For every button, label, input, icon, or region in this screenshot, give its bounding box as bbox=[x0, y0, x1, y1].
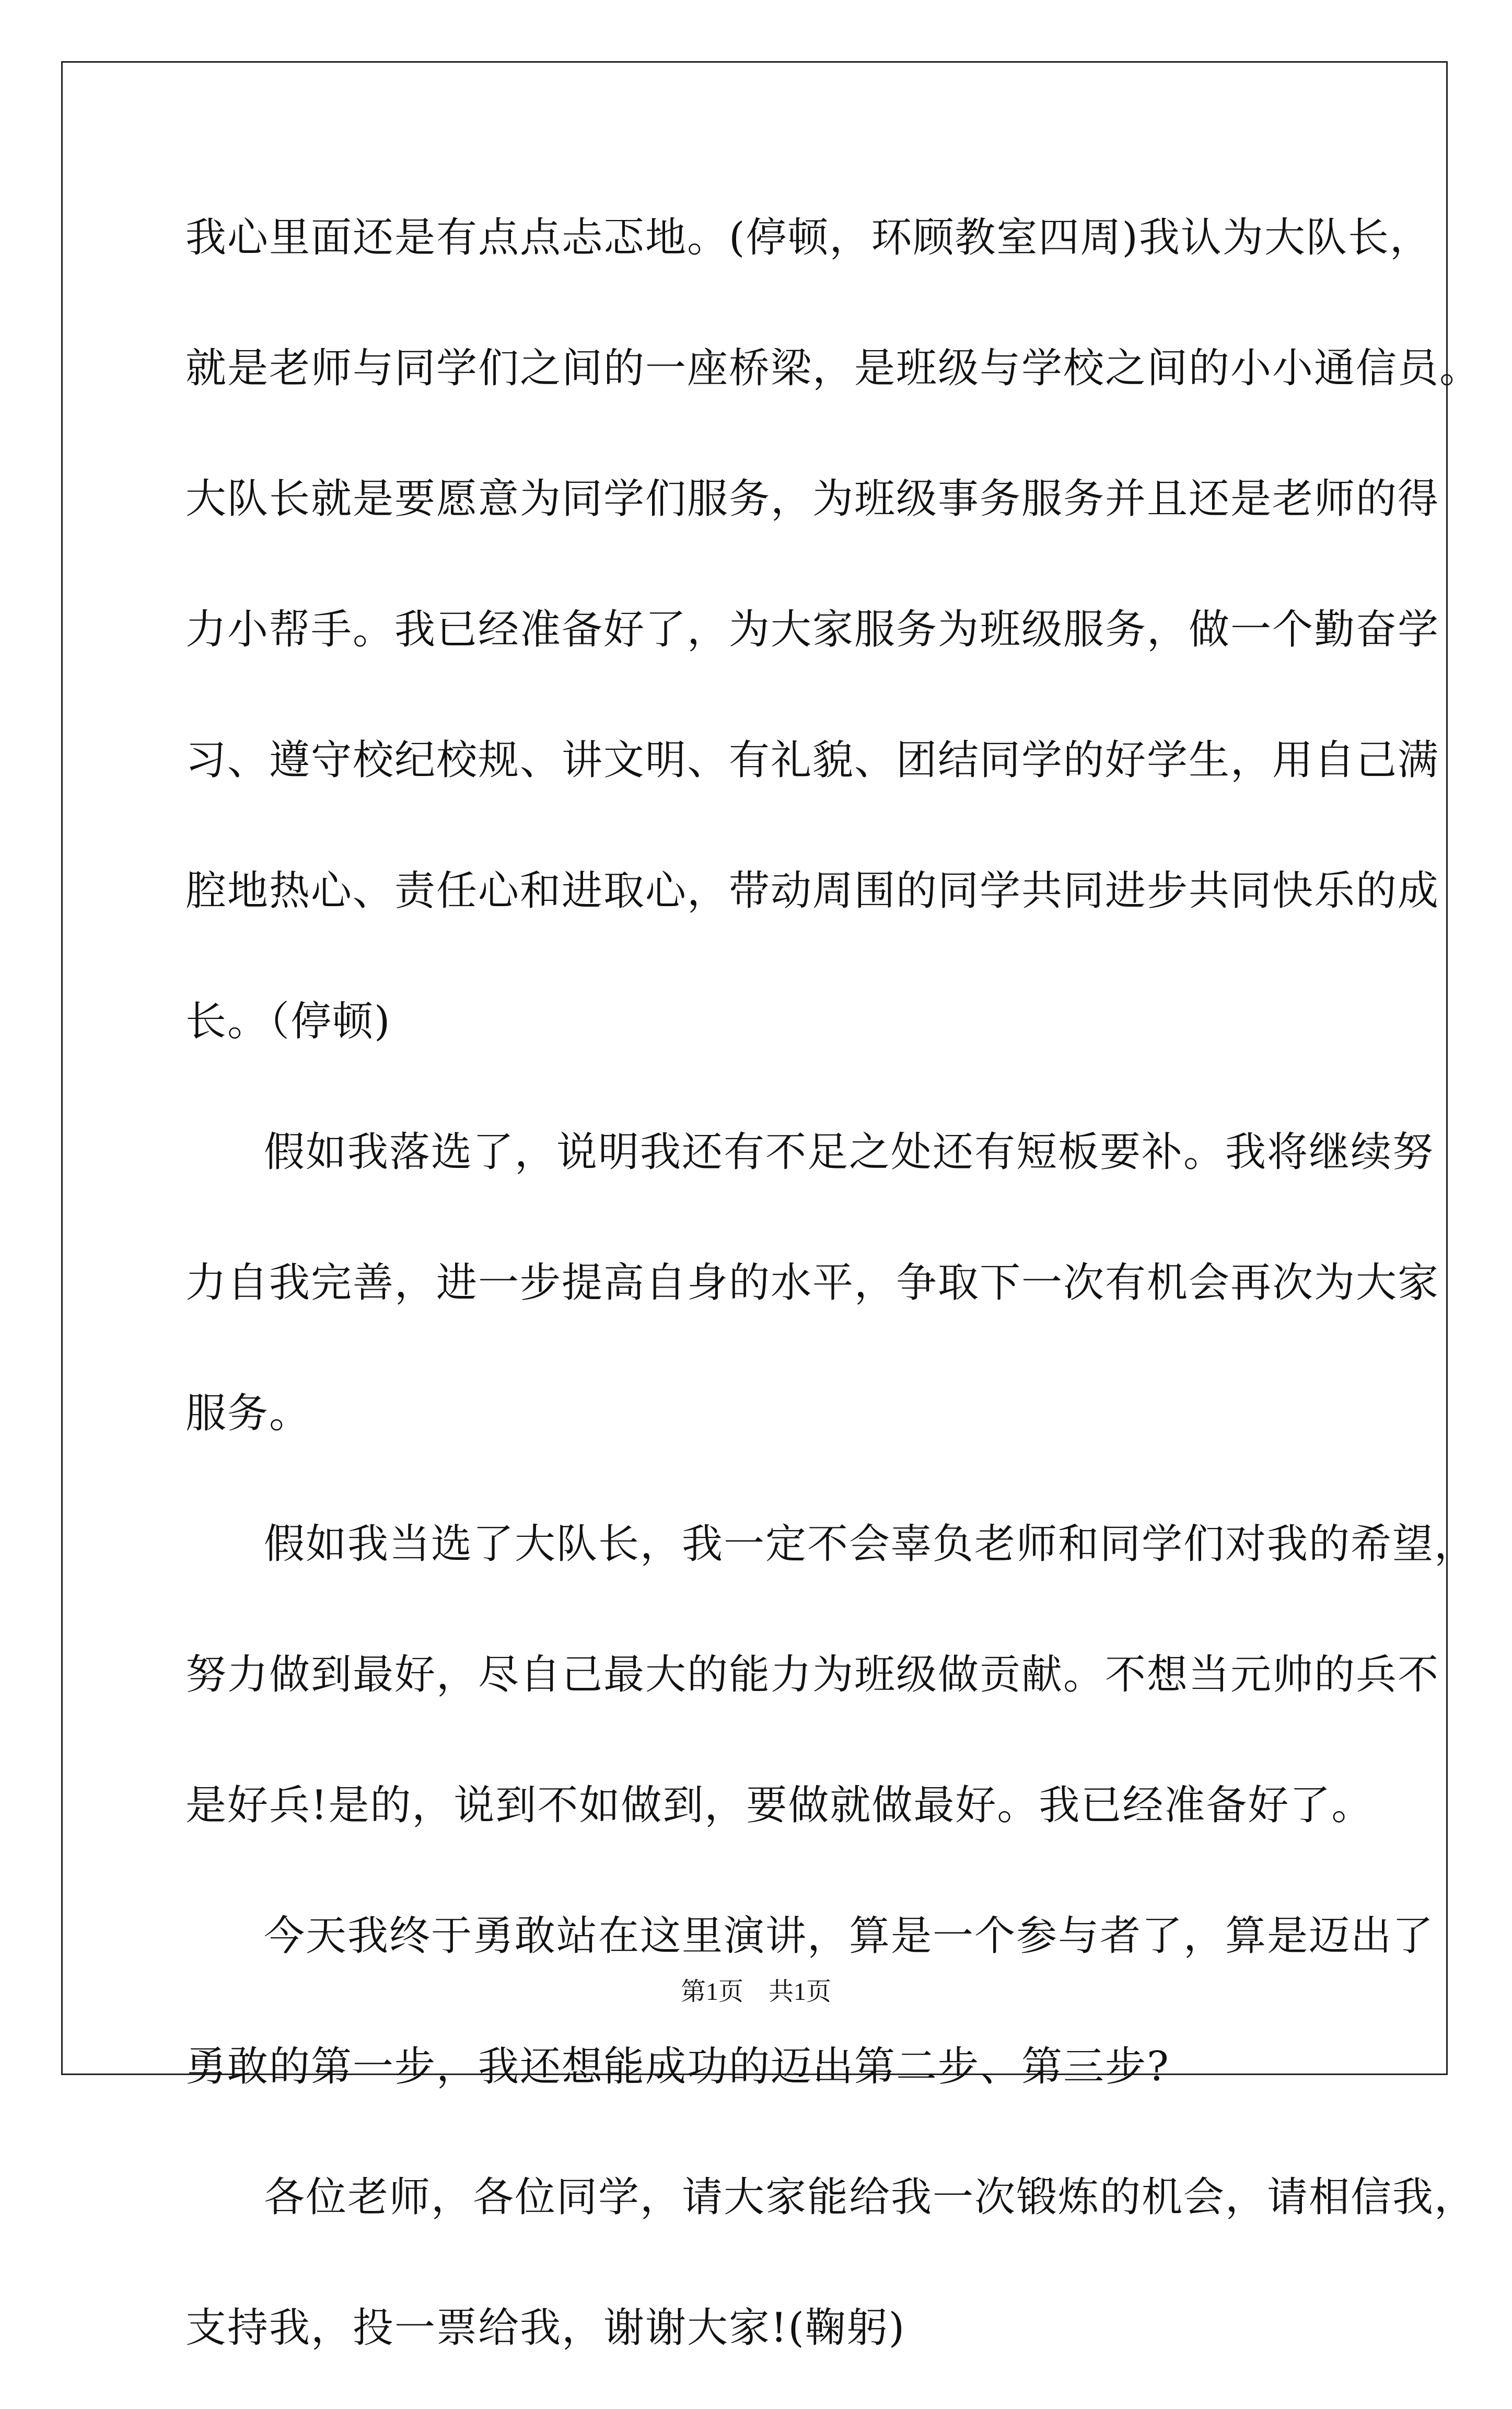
text-line: 力小帮手。我已经准备好了，为大家服务为班级服务，做一个勤奋学 bbox=[185, 606, 1440, 653]
text-line: 服务。 bbox=[185, 1390, 311, 1437]
paragraph-first-line: 今天我终于勇敢站在这里演讲，算是一个参与者了，算是迈出了 bbox=[264, 1913, 1435, 1960]
text-line: 腔地热心、责任心和进取心，带动周围的同学共同进步共同快乐的成 bbox=[185, 867, 1440, 914]
text-line: 勇敢的第一步，我还想能成功的迈出第二步、第三步? bbox=[185, 2043, 1170, 2090]
text-line: 大队长就是要愿意为同学们服务，为班级事务服务并且还是老师的得 bbox=[185, 476, 1440, 523]
paragraph-first-line: 假如我当选了大队长，我一定不会辜负老师和同学们对我的希望， bbox=[264, 1521, 1476, 1568]
text-line: 长。（停顿) bbox=[185, 998, 391, 1045]
text-line: 支持我，投一票给我，谢谢大家!(鞠躬) bbox=[185, 2304, 906, 2352]
paragraph-first-line: 假如我落选了，说明我还有不足之处还有短板要补。我将继续努 bbox=[264, 1129, 1435, 1176]
text-line: 就是老师与同学们之间的一座桥梁，是班级与学校之间的小小通信员。 bbox=[185, 345, 1482, 392]
paragraph-first-line: 各位老师，各位同学，请大家能给我一次锻炼的机会，请相信我， bbox=[264, 2174, 1476, 2221]
text-line: 力自我完善，进一步提高自身的水平，争取下一次有机会再次为大家 bbox=[185, 1259, 1440, 1306]
text-line: 是好兵!是的，说到不如做到，要做就做最好。我已经准备好了。 bbox=[185, 1782, 1374, 1829]
text-line: 努力做到最好，尽自己最大的能力为班级做贡献。不想当元帅的兵不 bbox=[185, 1651, 1440, 1698]
page-number-footer: 第1页 共1页 bbox=[680, 1978, 831, 2006]
text-line: 习、遵守校纪校规、讲文明、有礼貌、团结同学的好学生，用自己满 bbox=[185, 737, 1440, 784]
text-line: 我心里面还是有点点忐忑地。(停顿，环顾教室四周)我认为大队长， bbox=[185, 214, 1432, 261]
document-body bbox=[185, 188, 1482, 2409]
